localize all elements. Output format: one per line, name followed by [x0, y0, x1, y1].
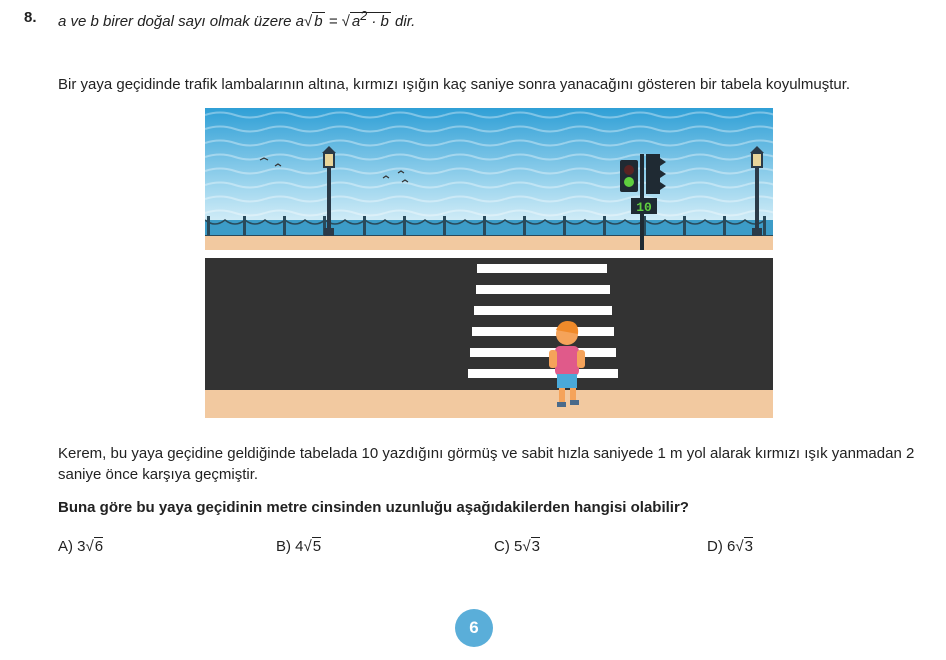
option-c-radicand: 3	[531, 538, 540, 555]
option-d-radicand: 3	[744, 538, 753, 555]
question-prompt: Buna göre bu yaya geçidinin metre cinsinden uzunluğu aşağıdakilerden hangisi olabilir?	[58, 499, 689, 516]
option-b[interactable]: B) 4√5	[276, 538, 322, 555]
premise-exponent: 2	[360, 9, 368, 23]
premise-radicand-b: b	[314, 13, 323, 30]
option-a[interactable]: A) 3√6	[58, 538, 104, 555]
option-b-radicand: 5	[312, 538, 322, 555]
option-a-label: A) 3	[58, 538, 86, 555]
premise-radicand-a: a	[351, 13, 361, 30]
option-c[interactable]: C) 5√3	[494, 538, 540, 555]
option-a-radicand: 6	[94, 538, 104, 555]
premise-text: a ve b birer doğal sayı olmak üzere a	[58, 13, 304, 30]
pedestrian-light	[620, 160, 638, 192]
page-number-badge: 6	[455, 609, 493, 647]
problem-paragraph: Kerem, bu yaya geçidine geldiğinde tabelada 10 yazdığını görmüş ve sabit hızla saniyede 1 m yol alarak kırmızı ışık yanmadan 2 saniye önce karşıya geçmiştir.	[58, 445, 915, 483]
premise-equals: =	[324, 13, 342, 30]
option-b-label: B) 4	[276, 538, 304, 555]
question-number: 8.	[24, 9, 37, 26]
curb	[205, 250, 773, 258]
far-sidewalk	[205, 236, 773, 250]
premise-end: dir.	[390, 13, 416, 30]
countdown-value: 10	[636, 200, 652, 215]
question-premise: a ve b birer doğal sayı olmak üzere a√ b = √ $a^2 \cdot b$ dir.	[58, 9, 416, 30]
option-d-label: D) 6	[707, 538, 736, 555]
vehicle-light	[646, 154, 660, 194]
crosswalk-illustration	[205, 108, 773, 418]
premise-radicand-tail: · b	[367, 13, 389, 30]
option-c-label: C) 5	[494, 538, 523, 555]
sea-waves	[205, 108, 773, 228]
intro-text: Bir yaya geçidinde trafik lambalarının altına, kırmızı ışığın kaç saniye sonra yanacağını gösteren bir tabela koyulmuştur.	[58, 76, 851, 93]
near-sidewalk	[205, 390, 773, 418]
option-d[interactable]: D) 6√3	[707, 538, 753, 555]
